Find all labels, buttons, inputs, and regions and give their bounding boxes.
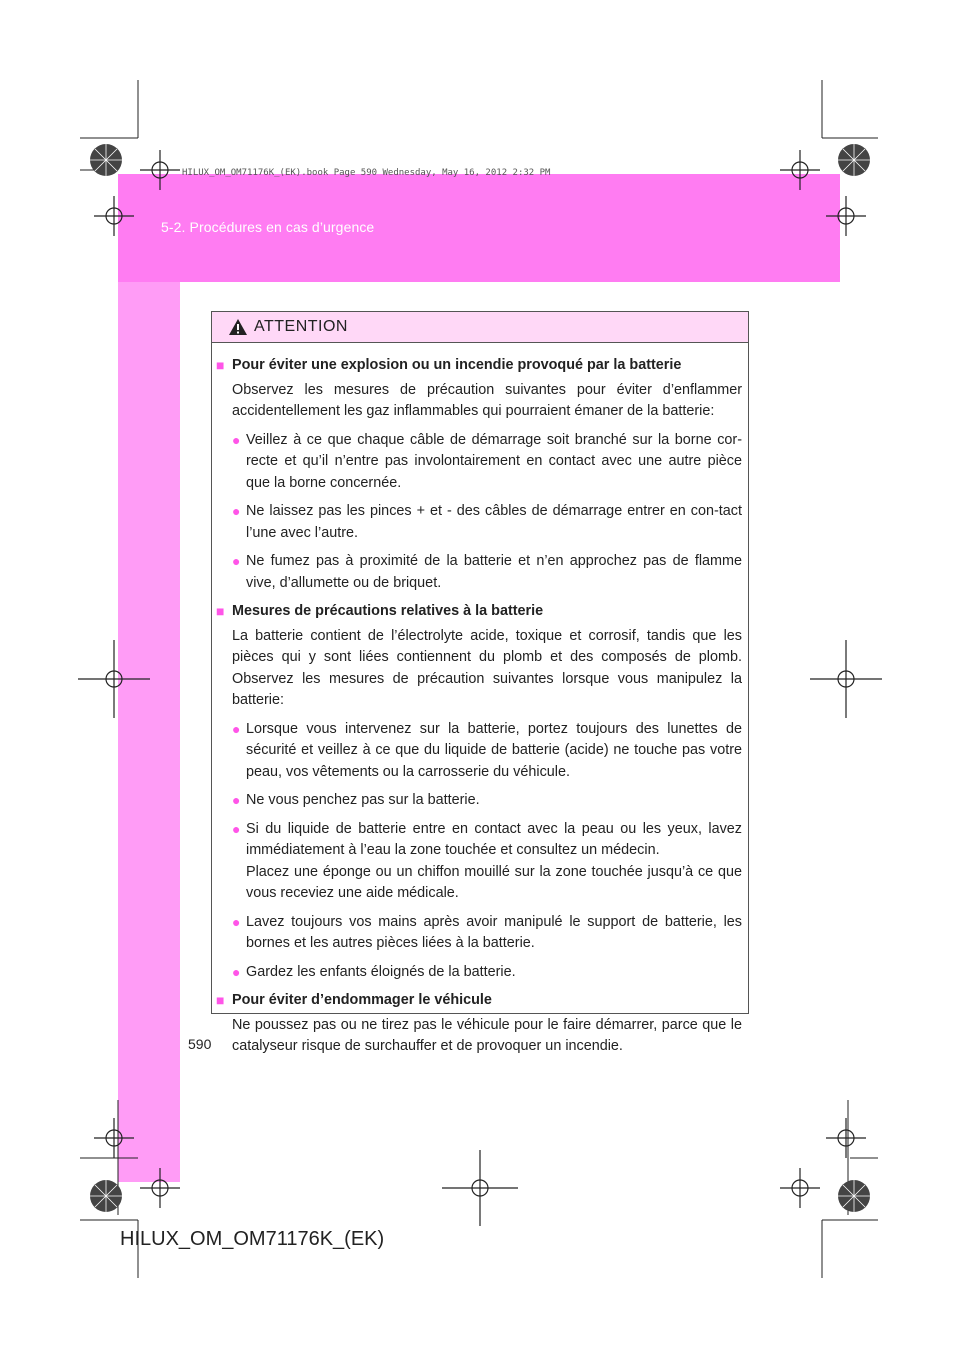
circle-bullet-icon: ● [232,963,241,980]
warning-title: ATTENTION [254,318,348,335]
side-band [118,282,180,1182]
warning-bullet: ● Lorsque vous intervenez sur la batterie, portez toujours des lunettes de sécurité et veillez à ce que du liquide de batterie (acide) ne touche pas votre peau, vos vêtements ou la carrosserie du véhicule. [232,719,742,784]
warning-bullet: ● Ne fumez pas à proximité de la batterie et n’en approchez pas de flamme vive, d’allumette ou de briquet. [232,551,742,594]
circle-bullet-icon: ● [232,503,241,519]
square-bullet-icon: ■ [216,603,225,619]
footer-code: HILUX_OM_OM71176K_(EK) [120,1228,385,1250]
circle-bullet-icon: ● [232,913,241,930]
square-bullet-icon: ■ [216,992,225,1008]
circle-bullet-icon: ● [232,720,241,737]
warning-bullet: ● Veillez à ce que chaque câble de démarrage soit branché sur la borne cor-recte et qu’il n’entre pas involontairement en contact avec une autre pièce que la borne concernée. [232,430,742,495]
warning-section-intro: Ne poussez pas ou ne tirez pas le véhicule pour le faire démarrer, parce que le catalyseur risque de surchauffer et de provoquer un incendie. [232,1016,742,1054]
circle-bullet-icon: ● [232,792,241,808]
warning-triangle-icon [228,318,248,336]
warning-section-heading: ■ Pour éviter une explosion ou un incendie provoqué par la batterie [216,355,742,377]
warning-bullet: ● Gardez les enfants éloignés de la batterie. [232,962,742,984]
circle-bullet-icon: ● [232,820,241,837]
circle-bullet-icon: ● [232,553,241,569]
warning-bullet: ● Ne vous penchez pas sur la batterie. [232,790,742,812]
book-info: HILUX_OM_OM71176K_(EK).book Page 590 Wednesday, May 16, 2012 2:32 PM [182,168,551,178]
warning-section-intro: La batterie contient de l’électrolyte acide, toxique et corrosif, tandis que les pièces qui y sont liées contiennent du plomb et des composés de plomb. Observez les mesures de précaution suivantes lorsque vous manipulez la batterie: [232,627,742,708]
page-number: 590 [188,1036,212,1052]
warning-section-intro: Observez les mesures de précaution suivantes pour éviter d’enflammer accidentellement les gaz inflammables qui pourraient émaner de la batterie: [232,381,742,419]
warning-bullet: ● Ne laissez pas les pinces + et - des câbles de démarrage entrer en con-tact l’une avec l’autre. [232,501,742,544]
warning-bullet: ● Lavez toujours vos mains après avoir manipulé le support de batterie, les bornes et les autres pièces liées à la batterie. [232,912,742,955]
circle-bullet-icon: ● [232,431,241,448]
warning-bullet: ● Si du liquide de batterie entre en contact avec la peau ou les yeux, lavez immédiatement à l’eau la zone touchée et consultez un médecin. Placez une éponge ou un chiffon mouillé sur la zone touchée jusqu’à ce que vous receviez une aide médicale. [232,819,742,905]
warning-body [212,343,748,1058]
warning-header [212,312,748,343]
section-title: 5-2. Procédures en cas d’urgence [161,219,375,235]
warning-box [211,311,749,1054]
warning-section-heading: ■ Pour éviter d’endommager le véhicule [216,990,742,1012]
square-bullet-icon: ■ [216,357,225,373]
warning-section-heading: ■ Mesures de précautions relatives à la batterie [216,601,742,623]
